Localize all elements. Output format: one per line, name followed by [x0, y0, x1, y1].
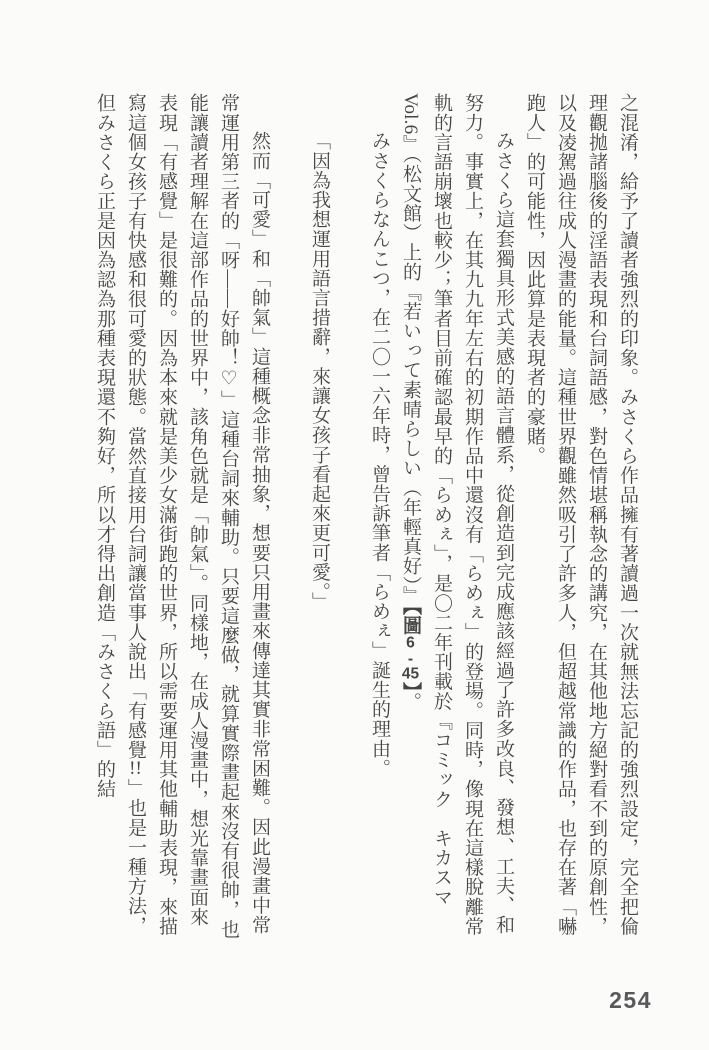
text-segment-figref-tcy: 45	[401, 666, 420, 682]
text-segment-figref: 【圖	[400, 605, 421, 636]
text-segment-figref-tcy: 6	[406, 635, 415, 651]
text-segment: 然而「可愛」和「帥氣」這種概念非常抽象，想要只用畫來傳達其實非常困難。因此漫畫中常常運用第三者的「呀——好帥！	[218, 93, 270, 935]
text-segment: 』（松文館）上的『若いって素晴らしい（年輕真好）』	[400, 134, 421, 606]
quote-paragraph	[304, 93, 335, 941]
paragraph	[364, 93, 395, 941]
vertical-text-block	[89, 93, 643, 941]
text-segment: みさくら這套獨具形式美感的語言體系，從創造到完成應該經過了許多改良、發想、工夫、和努力。事實上，在其九九年左右的初期作品中還沒有「らめぇ」的登場。同時，像現在這樣脫離常軌的言語崩壞也較少；筆者目前確認最早的「らめぇ」，是〇二年刊載於『コミック キカスマ	[431, 93, 514, 936]
text-segment-upright: ♡	[218, 367, 239, 391]
text-segment: 」這種台詞來輔助。只要這麼做，就算實際畫起來沒有很帥，也能讓讀者理解在這部作品的世界中，該角色就是「帥氣」。同樣地，在成人漫畫中，想光靠畫面來表現「有感覺」是很難的。因為本來就是美少女滿街跑的世界，所以需要運用其他輔助表現，來描寫這個女孩子有快感和很可愛的狀態。當然直接用台詞讓當事人說出「有感覺	[125, 93, 239, 939]
text-segment: 。	[400, 691, 421, 712]
paragraph	[519, 93, 643, 941]
text-segment: 「因為我想運用語言措辭，來讓女孩子看起來更可愛。」	[309, 131, 330, 612]
text-segment-figref: 】	[400, 681, 421, 692]
text-segment-figref-tcy: -	[407, 650, 414, 667]
text-segment: 」也是一種方法，但みさくら正是因為認為那種表現還不夠好，所以才得出創造「みさくら語」的結	[94, 93, 146, 936]
paragraph	[89, 93, 275, 941]
page-number: 254	[609, 987, 652, 1013]
text-segment-tcy: !!	[129, 759, 142, 779]
text-segment: 之混淆，給予了讀者強烈的印象。みさくら作品擁有著讀過一次就無法忘記的強烈設定，完全把倫理觀拋諸腦後的淫語表現和台詞語感，對色情堪稱執念的講究，在其他地方絕對看不到的原創性，以及凌駕過往成人漫畫的能量。這種世界觀雖然吸引了許多人，但超越常識的作品，也存在著「嚇跑人」的可能性，因此算是表現者的豪賭。	[524, 93, 638, 936]
paragraph	[395, 93, 519, 941]
text-segment-latin: Vol.6	[400, 93, 421, 135]
text-segment: みさくらなんこつ，在二〇一六年時，曾告訴筆者「らめぇ」誕生的理由。	[369, 131, 390, 778]
